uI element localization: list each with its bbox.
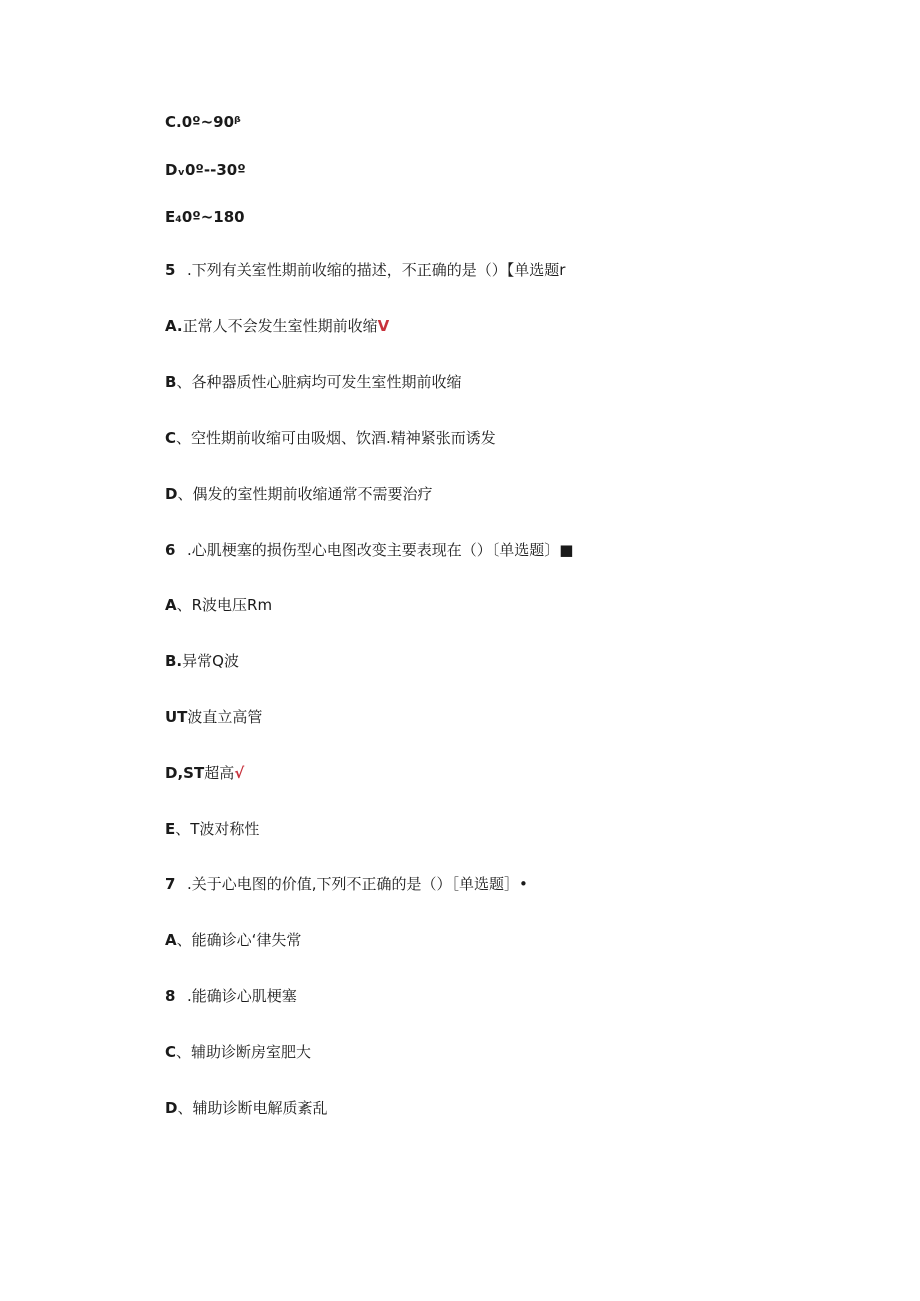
question-6	[165, 540, 573, 560]
correct-mark: V	[377, 317, 390, 335]
question-number: 5	[165, 261, 176, 279]
option-text: 波直立高管	[187, 708, 263, 726]
q7-option-a	[165, 930, 301, 950]
question-number: 6	[165, 541, 176, 559]
question-7	[165, 874, 528, 894]
option-text: 正常人不会发生室性期前收缩	[182, 317, 378, 335]
question-text: .关于心电图的价值,下列不正确的是（）［单选题］•	[187, 875, 528, 893]
option-label: D	[165, 485, 178, 503]
option-text: 、T波对称性	[175, 820, 260, 838]
option-label: C.	[165, 113, 182, 131]
option-text: 异常Q波	[182, 652, 239, 670]
q5-option-a	[165, 316, 389, 336]
option-d-angle	[165, 160, 246, 180]
question-5	[165, 260, 565, 280]
q5-option-b	[165, 372, 461, 392]
option-label: UT	[165, 708, 188, 726]
option-label: B.	[165, 652, 183, 670]
option-label: A	[165, 931, 177, 949]
option-label: D	[165, 1099, 178, 1117]
option-label: A.	[165, 317, 183, 335]
option-text: 、能确诊心‘律失常	[176, 931, 302, 949]
option-text: 、R波电压Rm	[176, 596, 273, 614]
option-label: D	[165, 161, 178, 179]
option-text: 、各种器质性心脏病均可发生室性期前收缩	[176, 373, 462, 391]
option-text: 超高	[204, 764, 235, 782]
option-label: C	[165, 429, 177, 447]
option-text: 、偶发的室性期前收缩通常不需要治疗	[177, 485, 433, 503]
question-number: 8	[165, 987, 176, 1005]
option-text: 、辅助诊断电解质紊乱	[177, 1099, 328, 1117]
q6-option-a	[165, 595, 272, 615]
q7-option-d	[165, 1098, 327, 1118]
q5-option-d	[165, 484, 432, 504]
correct-mark: √	[234, 764, 245, 782]
option-text: ₄0º~180	[175, 208, 245, 226]
option-text: ᵥ0º--30º	[177, 161, 246, 179]
option-label: C	[165, 1043, 177, 1061]
q7-option-b	[165, 986, 297, 1006]
option-label: A	[165, 596, 177, 614]
option-text: 0º~90ᵝ	[181, 113, 241, 131]
question-number: 7	[165, 875, 176, 893]
q7-option-c	[165, 1042, 311, 1062]
q6-option-d	[165, 763, 244, 783]
q6-option-e	[165, 819, 259, 839]
q6-option-c	[165, 707, 262, 727]
option-c-angle	[165, 112, 241, 132]
option-text: 、辅助诊断房室肥大	[176, 1043, 312, 1061]
q6-option-b	[165, 651, 239, 671]
option-text: 、空性期前收缩可由吸烟、饮酒.精神紧张而诱发	[176, 429, 496, 447]
question-text: .下列有关室性期前收缩的描述，不正确的是（）【单选题r	[187, 261, 566, 279]
option-e-angle	[165, 207, 245, 227]
option-label: E	[165, 820, 176, 838]
question-text: .心肌梗塞的损伤型心电图改变主要表现在（）〔单选题〕■	[187, 541, 574, 559]
option-text: .能确诊心肌梗塞	[187, 987, 297, 1005]
option-label: E	[165, 208, 176, 226]
option-label: D,ST	[165, 764, 205, 782]
q5-option-c	[165, 428, 496, 448]
option-label: B	[165, 373, 177, 391]
